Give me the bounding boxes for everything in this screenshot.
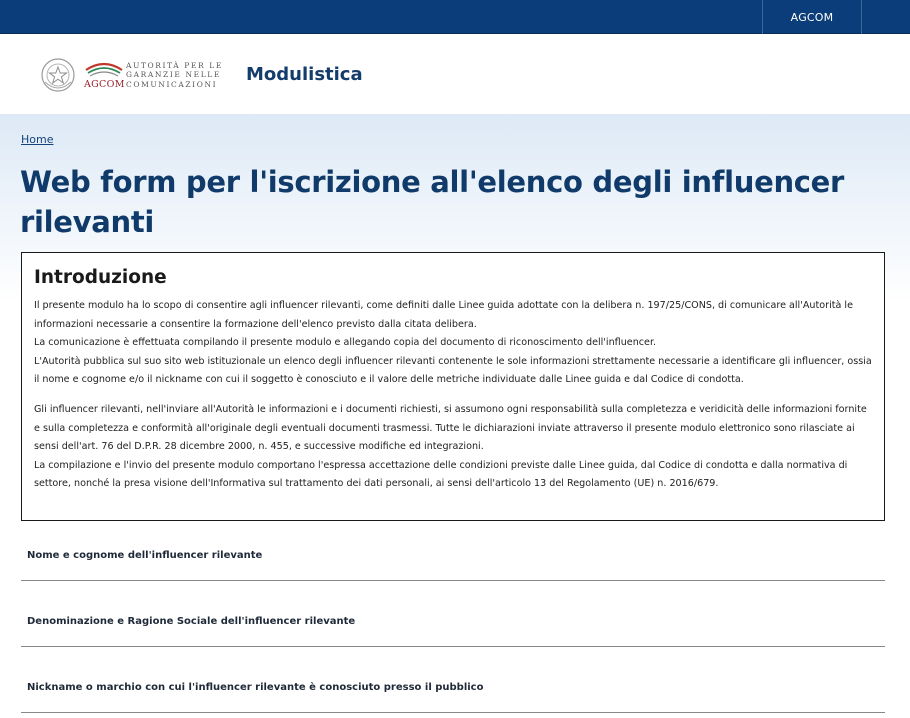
agcom-mark — [84, 60, 124, 90]
intro-paragraph: Il presente modulo ha lo scopo di consentire agli influencer rilevanti, come definiti dalle Linee guida adottate con la delibera n. 197/25/CONS, di comunicare all'Autorità le informazioni necessarie a consentire la formazione dell'elenco previsto dalla citata delibera. — [34, 300, 854, 330]
intro-paragraph: Gli influencer rilevanti, nell'inviare all'Autorità le informazioni e i documenti richiesti, si assumono ogni responsabilità sulla completezza e veridicità delle informazioni fornite e sulla completezza e conformità all'originale degli eventuali documenti trasmessi. Tutte le dichiarazioni inviate attraverso il presente modulo elettronico sono rilasciate ai sensi dell'art. 76 del D.P.R. 28 dicembre 2000, n. 455, e successive modifiche ed integrazioni. — [34, 403, 867, 453]
logo-line: AUTORITÀ PER LE — [126, 60, 223, 70]
italian-republic-emblem-icon — [40, 56, 76, 94]
agcom-wordmark: AGCOM — [84, 79, 125, 90]
logo-text — [126, 61, 223, 90]
intro-paragraph: L'Autorità pubblica sul suo sito web istituzionale un elenco degli influencer rilevanti contenente le sole informazioni strettamente necessarie a identificare gli influencer, ossia il nome e cognome e/o il nickname con cui il soggetto è conosciuto e il valore delle metriche individuate dalle Linee guida e dal Codice di condotta. — [34, 355, 872, 386]
company-name-field[interactable] — [21, 613, 885, 647]
name-field[interactable] — [21, 547, 885, 581]
intro-box — [21, 252, 885, 521]
top-bar — [0, 0, 910, 34]
intro-paragraph: La compilazione e l'invio del presente modulo comportano l'espressa accettazione delle condizioni previste dalle Linee guida, dal Codice di condotta e dalla normativa di settore, nonché la presa visione dell'Informativa sul trattamento dei dati personali, ai sensi dell'articolo 13 del Regolamento (UE) n. 2016/679. — [34, 459, 848, 490]
logo-line: COMUNICAZIONI — [126, 79, 218, 89]
logo-line: GARANZIE NELLE — [126, 70, 221, 80]
company-name-field-label: Denominazione e Ragione Sociale dell'influencer rilevante — [27, 616, 356, 627]
intro-heading: Introduzione — [34, 267, 167, 288]
agcom-swoosh-icon — [84, 60, 124, 80]
site-title[interactable]: Modulistica — [246, 64, 363, 85]
breadcrumb-home-link[interactable]: Home — [21, 133, 54, 146]
name-field-label: Nome e cognome dell'influencer rilevante — [27, 550, 263, 561]
nickname-field[interactable] — [21, 679, 885, 713]
agcom-logo[interactable] — [40, 56, 223, 94]
site-header — [0, 34, 910, 114]
intro-paragraph: La comunicazione è effettuata compilando il presente modulo e allegando copia del documento di riconoscimento dell'influencer. — [34, 337, 657, 349]
page-title: Web form per l'iscrizione all'elenco degli influencer rilevanti — [20, 165, 845, 239]
nickname-field-label: Nickname o marchio con cui l'influencer rilevante è conosciuto presso il pubblico — [27, 682, 484, 693]
agcom-link[interactable]: AGCOM — [762, 0, 862, 34]
